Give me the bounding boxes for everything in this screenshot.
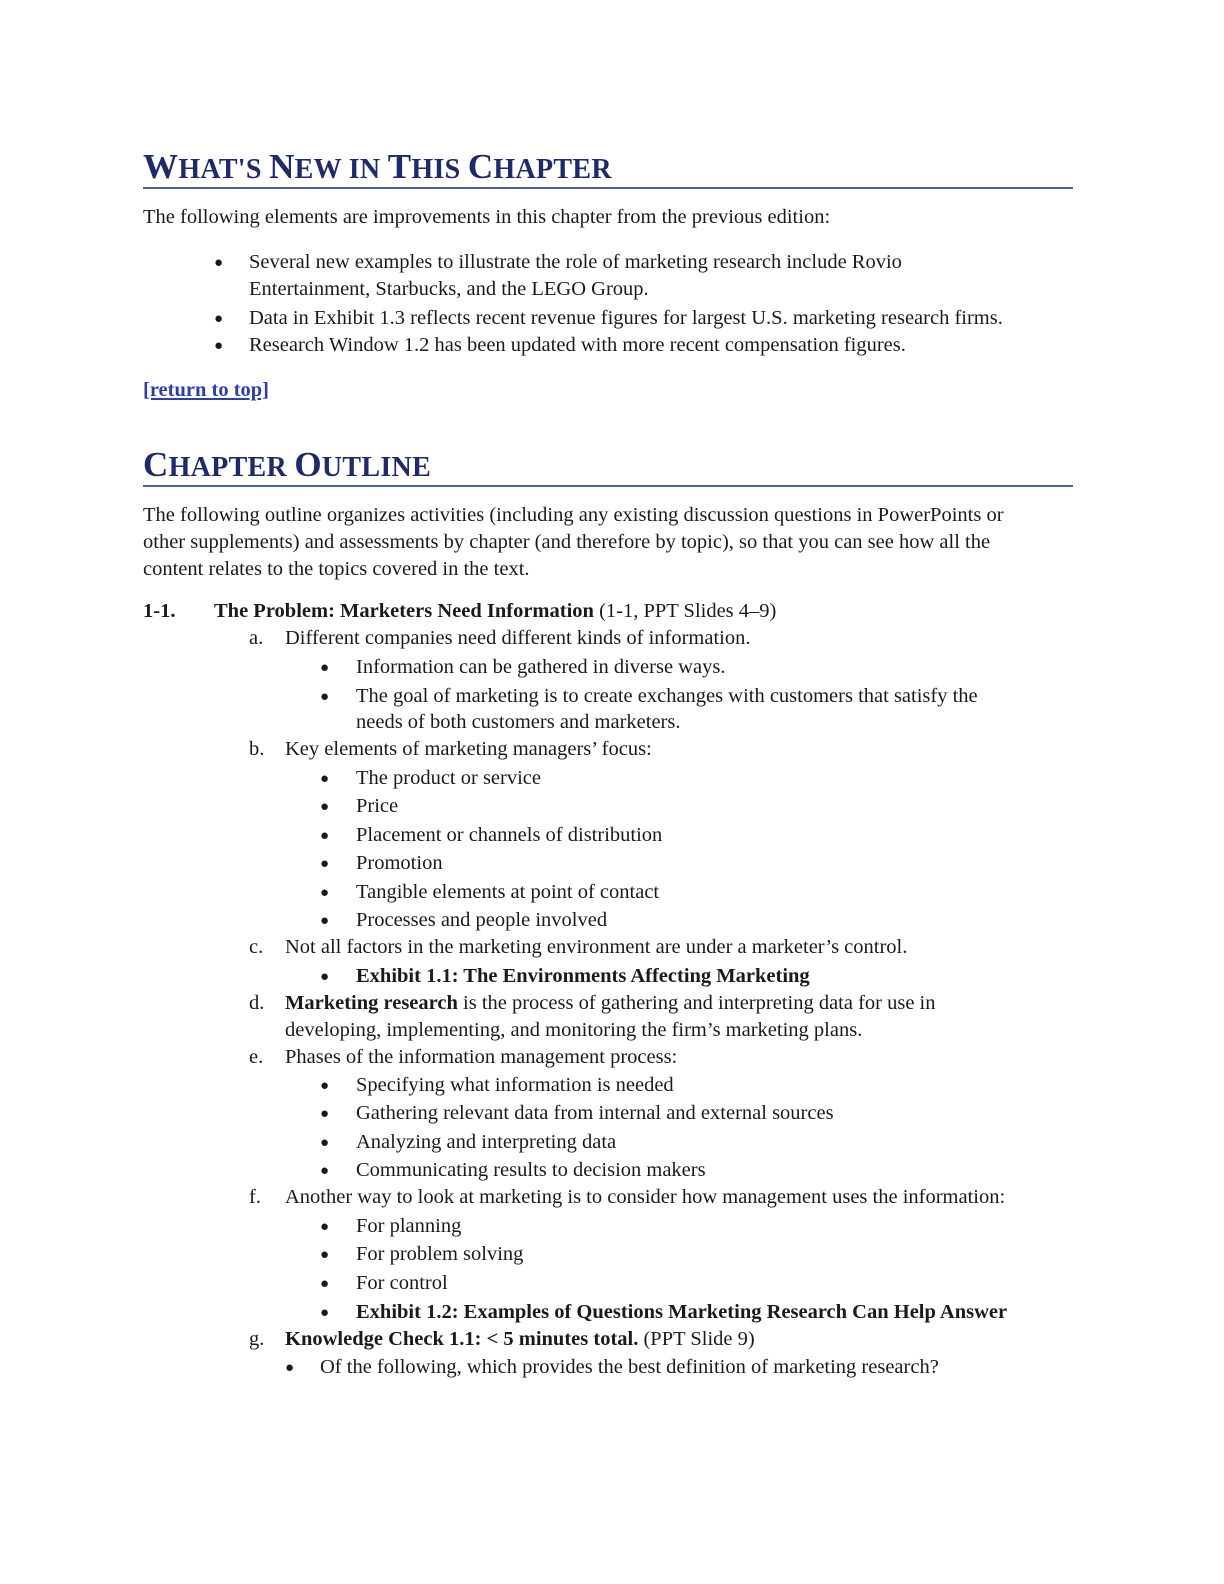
list-item: Analyzing and interpreting data — [356, 1131, 617, 1153]
bullet-icon: ● — [320, 771, 330, 787]
bullet-icon: ● — [320, 1163, 330, 1179]
bullet-icon: ● — [320, 1247, 330, 1263]
item-label: a. — [249, 627, 264, 649]
list-item: Price — [356, 795, 399, 817]
bullet-icon: ● — [320, 660, 330, 676]
list-item: Several new examples to illustrate the role of marketing research include Rovio — [249, 251, 902, 273]
item-text: Knowledge Check 1.1: < 5 minutes total. (PPT Slide 9) — [285, 1328, 755, 1350]
bullet-icon: ● — [320, 1106, 330, 1122]
list-item: Placement or channels of distribution — [356, 824, 663, 846]
item-label: b. — [249, 738, 265, 760]
bullet-icon: ● — [320, 828, 330, 844]
bullet-icon: ● — [320, 856, 330, 872]
bullet-icon: ● — [214, 311, 224, 327]
list-item: Processes and people involved — [356, 909, 608, 931]
list-item: Specifying what information is needed — [356, 1074, 674, 1096]
outline-intro-line: content relates to the topics covered in the text. — [143, 558, 530, 580]
list-item: Communicating results to decision makers — [356, 1159, 706, 1181]
item-text: Phases of the information management process: — [285, 1046, 678, 1068]
item-text: Different companies need different kinds of information. — [285, 627, 751, 649]
chapter-outline-heading: CHAPTER OUTLINE — [143, 445, 432, 484]
item-text-continued: developing, implementing, and monitoring the firm’s marketing plans. — [285, 1019, 863, 1041]
list-item: For problem solving — [356, 1243, 524, 1265]
whats-new-intro: The following elements are improvements in this chapter from the previous edition: — [143, 206, 831, 228]
heading-rule — [143, 485, 1073, 487]
bullet-icon: ● — [320, 1219, 330, 1235]
bullet-icon: ● — [214, 255, 224, 271]
whats-new-heading: WHAT'S NEW IN THIS CHAPTER — [143, 147, 612, 186]
outline-intro-line: other supplements) and assessments by chapter (and therefore by topic), so that you can see how all the — [143, 531, 991, 553]
bullet-icon: ● — [320, 885, 330, 901]
return-to-top-wrapper — [143, 377, 269, 403]
list-item: Of the following, which provides the best definition of marketing research? — [320, 1356, 939, 1378]
item-label: c. — [249, 936, 264, 958]
exhibit-reference: Exhibit 1.1: The Environments Affecting Marketing — [356, 965, 810, 987]
bullet-icon: ● — [320, 689, 330, 705]
heading-rule — [143, 187, 1073, 189]
list-item: Data in Exhibit 1.3 reflects recent revenue figures for largest U.S. marketing research firms. — [249, 307, 1003, 329]
list-item: Gathering relevant data from internal and external sources — [356, 1102, 834, 1124]
exhibit-reference: Exhibit 1.2: Examples of Questions Marketing Research Can Help Answer — [356, 1301, 1008, 1323]
item-text: Another way to look at marketing is to consider how management uses the information: — [285, 1186, 1006, 1208]
item-label: f. — [249, 1186, 261, 1208]
list-item-continued: Entertainment, Starbucks, and the LEGO Group. — [249, 278, 649, 300]
list-item: For control — [356, 1272, 448, 1294]
list-item: Information can be gathered in diverse ways. — [356, 656, 726, 678]
section-number: 1-1. — [143, 600, 176, 622]
bullet-icon: ● — [320, 1135, 330, 1151]
list-item: Research Window 1.2 has been updated with more recent compensation figures. — [249, 334, 906, 356]
list-item: Promotion — [356, 852, 443, 874]
bullet-icon: ● — [320, 1276, 330, 1292]
bullet-icon: ● — [320, 1078, 330, 1094]
bullet-icon: ● — [320, 969, 330, 985]
item-label: g. — [249, 1328, 265, 1350]
item-label: d. — [249, 992, 265, 1014]
bullet-icon: ● — [285, 1360, 295, 1376]
list-item: For planning — [356, 1215, 462, 1237]
section-title: The Problem: Marketers Need Information (1-1, PPT Slides 4–9) — [214, 600, 777, 622]
item-text: Key elements of marketing managers’ focus: — [285, 738, 652, 760]
list-item: The goal of marketing is to create exchanges with customers that satisfy the — [356, 685, 978, 707]
bullet-icon: ● — [320, 913, 330, 929]
list-item: Tangible elements at point of contact — [356, 881, 660, 903]
return-to-top-link[interactable]: [return to top] — [143, 379, 270, 401]
list-item: The product or service — [356, 767, 541, 789]
item-text: Not all factors in the marketing environment are under a marketer’s control. — [285, 936, 908, 958]
item-text: Marketing research is the process of gathering and interpreting data for use in — [285, 992, 936, 1014]
item-label: e. — [249, 1046, 264, 1068]
bullet-icon: ● — [214, 338, 224, 354]
bullet-icon: ● — [320, 799, 330, 815]
list-item-continued: needs of both customers and marketers. — [356, 711, 681, 733]
bullet-icon: ● — [320, 1305, 330, 1321]
outline-intro-line: The following outline organizes activities (including any existing discussion questions in PowerPoints or — [143, 504, 1004, 526]
